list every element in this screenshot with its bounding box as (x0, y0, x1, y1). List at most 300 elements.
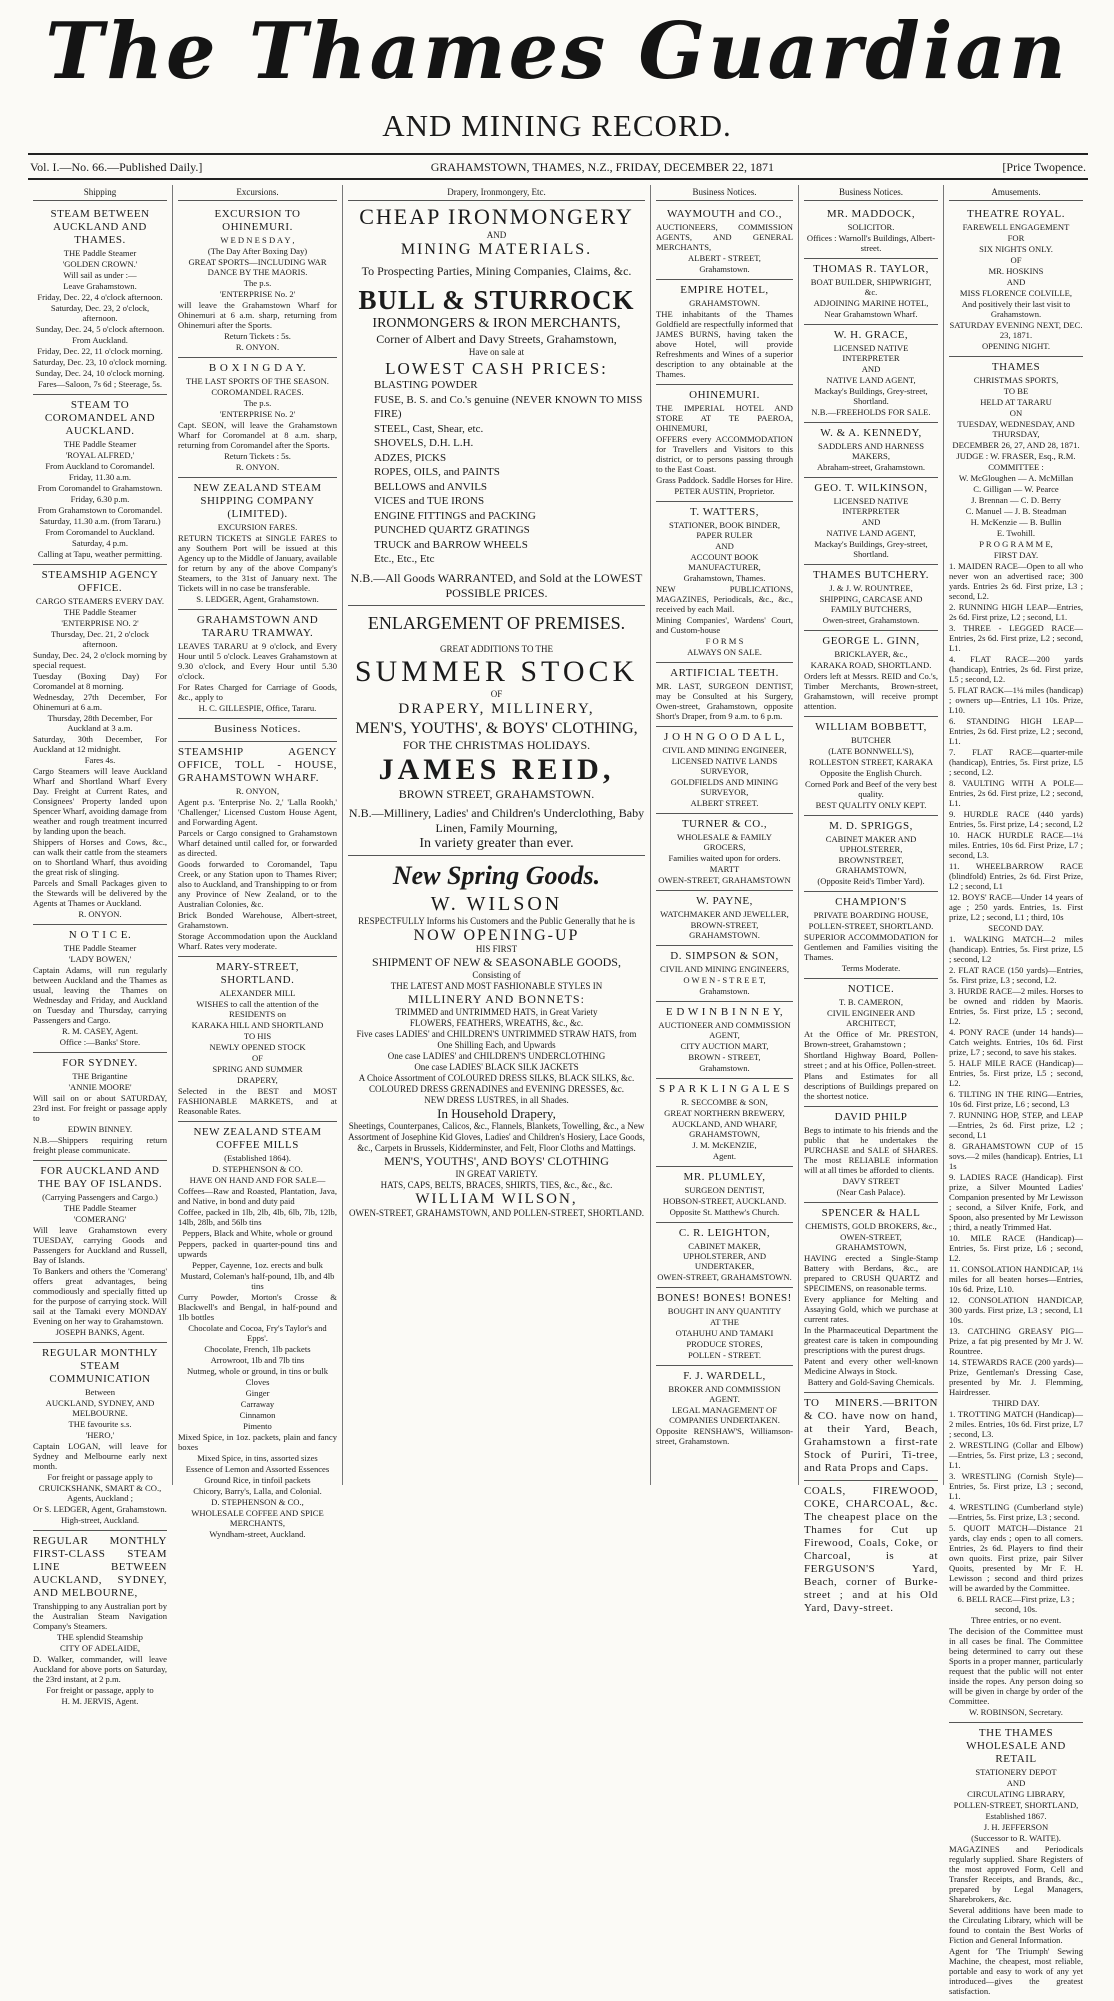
ad-line: Mackay's Buildings, Grey-street, Shortland. (814, 539, 928, 559)
ad-line: H. C. GILLESPIE, Office, Tararu. (198, 703, 317, 713)
ad-line: OPENING NIGHT. (981, 341, 1051, 351)
ad-line: RETURN TICKETS at SINGLE FARES to any Southern Port will be issued at this Agency up to the Middle of January, available for return by any of the above Company's Steamers, to the 31st of January next. The Tickets will in no case be transferable. (178, 533, 337, 593)
ad-line: Mixed Spice, in 1oz. packets, plain and fancy boxes (178, 1432, 337, 1452)
advertisement-block (656, 1167, 793, 1223)
advertisement-block (178, 358, 337, 478)
ad-line: CHRISTMAS SPORTS, (973, 375, 1059, 385)
have-text: Have on sale at (468, 347, 525, 357)
ad-line: Sunday, Dec. 24, 5 o'clock afternoon. (35, 324, 165, 334)
ad-line: Carraway (240, 1399, 275, 1409)
ad-line: KARAKA HILL AND SHORTLAND (191, 1020, 324, 1030)
advertisement-block (33, 925, 167, 1053)
ad-line: CHEMISTS, GOLD BROKERS, &c., (805, 1221, 937, 1231)
ad-line: Or S. LEDGER, Agent, Grahamstown. (33, 1504, 167, 1514)
ad-heading: THAMES (991, 361, 1041, 373)
sheetings-text: Sheetings, Counterpanes, Calicos, &c., Flannels, Blankets, Towelling, &c., a New Assortment of Josephine Kid Gloves, Ladies' and Children's Hosiery, Lace Goods, &c., Carpets in Brussels, Kidderminster, and Felt, Floor Cloths and Mattings. (348, 1120, 645, 1153)
ad-line: WHOLESALE & FAMILY GROCERS, (677, 832, 772, 852)
ad-line: From Auckland to Coromandel. (45, 461, 155, 471)
list-item: BLASTING POWDER (374, 379, 478, 391)
ad-line: THE IMPERIAL HOTEL AND STORE AT TE PAEROA, OHINEMURI, (656, 403, 793, 433)
william-wilson: WILLIAM WILSON, (415, 1190, 578, 1207)
advertisement-block (804, 717, 938, 816)
parties-text: To Prospecting Parties, Mining Companies, Claims, &c. (361, 264, 632, 278)
ad-line: PETER AUSTIN, Proprietor. (674, 486, 775, 496)
ad-line: CIVIL ENGINEER AND ARCHITECT, (827, 1008, 915, 1028)
ad-line: Essence of Lemon and Assorted Essences (185, 1464, 330, 1474)
section-heading: Business Notices. (656, 185, 793, 201)
ad-line: OWEN-STREET, GRAHAMSTOWN (658, 875, 791, 885)
ad-line: 'ENTERPRISE No. 2' (219, 289, 296, 299)
summer-heading: SUMMER STOCK (354, 654, 639, 688)
advertisement-block (804, 1481, 938, 1620)
ad-line: Grahamstown. (699, 264, 750, 274)
ad-line: Sunday, Dec. 24, 2 o'clock morning by special request. (33, 650, 167, 670)
ad-line: Storage Accommodation upon the Auckland Wharf. Rates very moderate. (178, 931, 337, 951)
respect-text: RESPECTFULLY Informs his Customers and the Public Generally that he is (358, 915, 635, 926)
list-item: A Choice Assortment of COLOURED DRESS SILKS, BLACK SILKS, &c. (358, 1072, 635, 1083)
ad-heading: C. R. LEIGHTON, (678, 1227, 771, 1239)
ad-line: ADJOINING MARINE HOTEL, (813, 298, 929, 308)
ad-heading: M. D. SPRIGGS, (829, 820, 913, 832)
ad-line: Coffee, packed in 1lb, 2lb, 4lb, 6lb, 7lb, 12lb, 14lb, 28lb, and 56lb tins (178, 1207, 337, 1227)
ad-line: FAREWELL ENGAGEMENT (962, 222, 1070, 232)
ad-line: Abraham-street, Grahamstown. (816, 462, 926, 472)
of-text: OF (490, 688, 503, 699)
ad-line: N.B.—FREEHOLDS FOR SALE. (811, 407, 931, 417)
ad-line: Agent for 'The Triumph' Sewing Machine, the cheapest, most reliable, portable and easy to work of any yet introduced—gives the greatest satisfaction. (949, 1946, 1083, 1996)
advertisement-block (949, 1723, 1083, 2001)
ad-line: 5. FLAT RACK—1¼ miles (handicap) ; owners up—Entries, L1 10s. Prize, L10. (949, 685, 1083, 715)
ad-line: R. ONYON. (78, 909, 122, 919)
ad-heading: ARTIFICIAL TEETH. (670, 667, 779, 679)
ad-heading: MR. MADDOCK, (826, 208, 916, 220)
advertisement-block (33, 1053, 167, 1161)
ad-line: BOUGHT IN ANY QUANTITY (667, 1306, 782, 1316)
ad-heading: REGULAR MONTHLY STEAM COMMUNICATION (41, 1347, 159, 1385)
ad-line: Cloves (245, 1377, 270, 1387)
ad-line: Mining Companies', Wardens' Court, and Custom-house (656, 615, 793, 635)
ad-line: J. M. McKENZIE, (692, 1140, 757, 1150)
list-item: One case LADIES' and CHILDREN'S UNDERCLOTHING (387, 1050, 606, 1061)
spring-heading: New Spring Goods. (392, 860, 601, 890)
ad-line: Opposite St. Matthew's Church. (669, 1207, 780, 1217)
ad-line: D. Walker, commander, will leave Auckland for above ports on Saturday, the 23rd instant, at 2 p.m. (33, 1654, 167, 1684)
ad-heading: CHAMPION'S (835, 896, 907, 908)
ad-line: Return Tickets : 5s. (224, 331, 291, 341)
ad-line: Selected in the BEST and MOST FASHIONABLE MARKETS, and at Reasonable Rates. (178, 1086, 337, 1116)
ad-line: (Near Cash Palace). (836, 1187, 906, 1197)
ad-line: Parcels and Small Packages given to the Stewards will be delivered by the Agents at Thames or Auckland. (33, 878, 167, 908)
ad-line: THE Paddle Steamer (63, 439, 137, 449)
ad-line: JOSEPH BANKS, Agent. (55, 1327, 145, 1337)
advertisement-block (804, 631, 938, 717)
ad-line: 1. MAIDEN RACE—Open to all who never won an advertised race; 300 yards. Entries 2s 6d. First prize, L3 ; second, L2. (949, 561, 1083, 601)
ad-line: COROMANDEL RACES. (211, 387, 304, 397)
ad-line: Sunday, Dec. 24, 10 o'clock morning. (35, 368, 165, 378)
ad-line: Will leave Grahamstown every TUESDAY, carrying Goods and Passengers for Auckland and Russell, Bay of Islands. (33, 1225, 167, 1265)
ad-heading: W. H. GRACE, (833, 329, 909, 341)
ad-line: CIRCULATING LIBRARY, (967, 1789, 1065, 1799)
col5-body (804, 204, 938, 1620)
ad-heading: FOR AUCKLAND AND THE BAY OF ISLANDS. (37, 1165, 163, 1190)
ad-line: D. STEPHENSON & CO. (212, 1164, 303, 1174)
his-text: HIS FIRST (475, 943, 518, 954)
ad-line: Grahamstown. (699, 986, 750, 996)
ad-line: SHIPPING, CARCASE AND FAMILY BUTCHERS, (819, 594, 923, 614)
ad-line: Tuesday (Boxing Day) For Coromandel at 8 morning. (33, 671, 167, 691)
ad-line: Three entries, or no event. (970, 1615, 1062, 1625)
ad-line: N.B.—Shippers requiring return freight please communicate. (33, 1135, 167, 1155)
ad-line: Families waited upon for orders. (668, 853, 781, 863)
column-amusements (944, 185, 1088, 1996)
ad-line: MR. LAST, SURGEON DENTIST, may be Consulted at his Surgery, Owen-street, Grahamstown, opposite Short's Draper, from 9 a.m. to 6 p.m. (656, 681, 793, 721)
advertisement-block (33, 395, 167, 565)
list-item: ADZES, PICKS (374, 451, 447, 464)
ad-line: HAVE ON HAND AND FOR SALE— (189, 1175, 326, 1185)
ad-line: 10. MILE RACE (Handicap)—Entries, 5s. First prize, L6 ; second, L2. (949, 1233, 1083, 1263)
ad-line: LICENSED NATIVE INTERPRETER (833, 496, 909, 516)
ad-line: Opposite RENSHAW'S, Williamson-street, Grahamstown. (656, 1426, 793, 1446)
corner-text: Corner of Albert and Davy Streets, Grahamstown, (376, 332, 617, 346)
ad-line: PRODUCE STORES, (686, 1339, 763, 1349)
ad-line: Parcels or Cargo consigned to Grahamstown Wharf detained until called for, or forwarded as directed. (178, 828, 337, 858)
ad-heading: D. SIMPSON & SON, (670, 950, 779, 962)
ad-line: Shortland Highway Board, Pollen-street ; and at his Office, Pollen-street. (804, 1050, 938, 1070)
ad-line: Cargo Steamers will leave Auckland Wharf and Shortland Wharf Every Day. Freight at Current Rates, and Consignees' Property landed upon Spencer Wharf, avoiding damage from weather and rough treatment incurred by landing upon the beach. (33, 766, 167, 836)
advertisement-block (804, 423, 938, 478)
ad-line: THE LAST SPORTS OF THE SEASON. (186, 376, 329, 386)
ad-line: 'LADY BOWEN,' (68, 954, 132, 964)
column-business-2 (799, 185, 944, 1614)
ad-line: CABINET MAKER AND UPHOLSTERER, (825, 834, 917, 854)
ad-heading: W. PAYNE, (696, 895, 753, 907)
ad-line: H. M. JERVIS, Agent. (61, 1696, 139, 1706)
ad-line: 2. FLAT RACE (150 yards)—Entries, 5s. First prize, L3 ; second, L2. (949, 965, 1083, 985)
ad-line: CRUICKSHANK, SMART & CO., Agents, Auckland ; (38, 1483, 162, 1503)
ad-line: GREAT SPORTS—INCLUDING WAR DANCE BY THE MAORIS. (188, 257, 327, 277)
ad-line: CIVIL AND MINING ENGINEERS, (659, 964, 790, 974)
ad-line: From Coromandel to Grahamstown. (37, 483, 163, 493)
ad-line: SURGEON DENTIST, (684, 1185, 765, 1195)
ad-line: THE Paddle Steamer (63, 248, 137, 258)
ad-line: BOAT BUILDER, SHIPWRIGHT, &c. (810, 277, 932, 297)
section-heading: Amusements. (949, 185, 1083, 201)
ad-line: THE splendid Steamship (57, 1632, 143, 1642)
ad-line: Cinnamon (239, 1410, 276, 1420)
ad-line: ALWAYS ON SALE. (687, 647, 762, 657)
ad-line: CARGO STEAMERS EVERY DAY. (35, 596, 165, 606)
shipment-text: SHIPMENT OF NEW & SEASONABLE GOODS, (372, 954, 621, 969)
ad-line: Capt. SEON, will leave the Grahamstown Wharf for Coromandel at 8 a.m. sharp, returning from Coromandel after the Sports. (178, 420, 337, 450)
ad-line: Saturday, 11.30 a.m. (from Tararu.) (39, 516, 161, 526)
ad-line: SUPERIOR ACCOMMODATION for Gentlemen and Families visiting the Thames. (804, 932, 938, 962)
ad-line: TUESDAY, WEDNESDAY, AND THURSDAY, (957, 419, 1075, 439)
section-heading: Drapery, Ironmongery, Etc. (348, 185, 645, 201)
ad-line: The decision of the Committee must in all cases be final. The Committee being determined to carry out these Sports in a proper manner, particularly request that the public will not enter inside the ropes. Any person doing so will be given in charge by order of the Committee. (949, 1626, 1083, 1706)
ad-line: Chocolate, French, 1lb packets (204, 1344, 311, 1354)
ad-line: Saturday, 30th December, For Auckland at 12 midnight. (33, 734, 167, 754)
ad-heading: W. & A. KENNEDY, (820, 427, 922, 439)
ad-line: 'ANNIE MOORE' (68, 1082, 132, 1092)
ad-line: THIRD DAY. (992, 1398, 1040, 1408)
top-rule (28, 153, 1088, 155)
ad-line: 3. WRESTLING (Cornish Style)—Entries, 5s. First prize, L3 ; second, L1. (949, 1471, 1083, 1501)
ad-line: will leave the Grahamstown Wharf for Ohinemuri at 6 a.m. sharp, returning from Ohinemuri after the Sports. (178, 300, 337, 330)
ad-line: AND (861, 517, 881, 527)
ad-line: R. ONYON. (235, 462, 280, 472)
ad-line: CITY OF ADELAIDE, (59, 1643, 141, 1653)
ad-line: (LATE BONNWELL'S), (828, 746, 914, 756)
dateline (30, 160, 1086, 175)
ad-line: R. M. CASEY, Agent. (61, 1026, 138, 1036)
ad-line: At the Office of Mr. PRESTON, Brown-street, Grahamstown ; (804, 1029, 938, 1049)
great-text: GREAT ADDITIONS TO THE (439, 643, 554, 654)
ad-heading: SPENCER & HALL (821, 1207, 921, 1219)
ad-heading: FOR SYDNEY. (62, 1057, 138, 1069)
ad-line: 'HERO,' (85, 1430, 115, 1440)
ad-heading: MR. PLUMLEY, (683, 1171, 766, 1183)
advertisement-block (33, 1531, 167, 1711)
ad-line: KARAKA ROAD, SHORTLAND. (810, 660, 932, 670)
drapery-heading: DRAPERY, MILLINERY, (398, 700, 595, 717)
ad-heading: J O H N G O O D A L L, (664, 731, 785, 743)
ad-line: (Successor to R. WAITE). (971, 1833, 1061, 1843)
ad-line: Between (84, 1387, 116, 1397)
wilson-heading: W. WILSON (430, 892, 563, 915)
section-heading: Shipping (33, 185, 167, 201)
ad-line: Agent. (712, 1151, 737, 1161)
ad-line: 7. FLAT RACE—quarter-mile (handicap), Entries, 5s. First prize, L5 ; second, L2. (949, 747, 1083, 777)
advertisement-block (33, 1343, 167, 1531)
ad-line: Owen-street, Grahamstown. (822, 615, 920, 625)
ad-line: H. McKenzie — B. Bullin (970, 517, 1062, 527)
ad-heading: GRAHAMSTOWN AND TARARU TRAMWAY. (196, 614, 319, 639)
ad-line: C. Manuel — J. B. Steadman (965, 506, 1067, 516)
ad-line: THE Paddle Steamer (63, 943, 137, 953)
list-item: COLOURED DRESS GRENADINES and EVENING DRESSES, &c. (368, 1083, 624, 1094)
ad-line: O W E N - S T R E E T, (683, 975, 766, 985)
ad-heading: EXCURSION TO OHINEMURI. (214, 208, 301, 233)
ad-line: BUTCHER (850, 735, 892, 745)
ad-line: Will sail as under :— (63, 270, 137, 280)
ad-line: From Grahamstown to Coromandel. (37, 505, 163, 515)
advertisement-block (656, 891, 793, 946)
ad-heading: B O X I N G D A Y. (208, 362, 307, 374)
ad-line: BROWN-STREET, GRAHAMSTOWN. (689, 920, 760, 940)
ad-line: Terms Moderate. (841, 963, 901, 973)
ad-line: AND (1006, 277, 1026, 287)
ad-heading: WILLIAM BOBBETT, (815, 721, 927, 733)
ad-line: S. LEDGER, Agent, Grahamstown. (196, 594, 319, 604)
masthead-subtitle: AND MINING RECORD. (382, 108, 732, 143)
ad-line: C. Gilligan — W. Pearce (973, 484, 1059, 494)
ad-line: Brick Bonded Warehouse, Albert-street, Grahamstown. (178, 910, 337, 930)
ad-line: 8. GRAHAMSTOWN CUP of 15 sovs.—2 miles (handicap). Entries, L1 1s (949, 1141, 1083, 1171)
items-list (348, 378, 645, 567)
advertisement-block (656, 1288, 793, 1366)
ad-line: THE favourite s.s. (68, 1419, 132, 1429)
ad-line: Plans and Estimates for all descriptions of Buildings prepared on the shortest notice. (804, 1071, 938, 1101)
ad-line: J. & J. W. ROUNTREE, (829, 583, 913, 593)
list-item: SHOVELS, D.H. L.H. (374, 437, 474, 449)
col1-body (33, 204, 167, 1711)
ad-line: 13. CATCHING GREASY PIG—Prize, a fat pig presented by Mr J. W. Rountree. (949, 1326, 1083, 1356)
ad-heading: TURNER & CO., (681, 818, 768, 830)
ad-line: AND (715, 541, 734, 551)
ad-line: Near Grahamstown Wharf. (824, 309, 918, 319)
ad-line: NATIVE LAND AGENT, (826, 375, 916, 385)
advertisement-block (804, 325, 938, 423)
ad-line: Thursday, 28th December, For Auckland at 3 a.m. (47, 713, 153, 733)
ad-line: CITY AUCTION MART, (680, 1041, 769, 1051)
mining-heading: MINING MATERIALS. (400, 241, 593, 258)
ad-line: HELD AT TARARU (980, 397, 1052, 407)
ad-line: R. ONYON. (235, 342, 280, 352)
ad-line: In the Pharmaceutical Department the greatest care is taken in compounding prescriptions with the purest drugs. (804, 1325, 938, 1355)
ad-line: Friday, 11.30 a.m. (68, 472, 132, 482)
list-item: ROPES, OILS, and PAINTS (374, 466, 500, 478)
ad-line: LICENSED NATIVE LANDS SURVEYOR, (671, 756, 778, 776)
advertisement-block (804, 816, 938, 892)
ad-line: Chicory, Barry's, Lalla, and Colonial. (193, 1486, 322, 1496)
ad-heading: COALS, FIREWOOD, COKE, CHARCOAL, &c. The cheapest place on the Thames for Cut up Firewood, Coals, Coke, or Charcoal, is at FERGUSON'S Yard, Beach, corner of Burke-street ; and at his Old Yard, Davy-street. (804, 1485, 938, 1614)
ad-heading: OHINEMURI. (689, 389, 760, 401)
ad-line: OFFERS every ACCOMMODATION for Travellers and Visitors to this district, or to persons passing through to the East Coast. (656, 434, 793, 474)
ad-heading: NOTICE. (847, 983, 895, 995)
ad-line: 8. VAULTING WITH A POLE—Entries, 2s 6d. First prize, L2 ; second, L1. (949, 778, 1083, 808)
ad-line: Friday, Dec. 22, 4 o'clock afternoon. (37, 292, 163, 302)
ad-line: Peppers, packed in quarter-pound tins and upwards (178, 1239, 337, 1259)
ad-heading: BONES! BONES! BONES! (657, 1292, 792, 1304)
ad-line: GRAHAMSTOWN. (689, 298, 760, 308)
ad-line: Patent and every other well-known Medicine Always in Stock. (804, 1356, 938, 1376)
ad-heading: T. WATTERS, (690, 506, 759, 518)
ad-line: Will sail on or about SATURDAY, 23rd inst. For freight or passage apply to (33, 1093, 167, 1123)
ad-line: (Carrying Passengers and Cargo.) (42, 1192, 158, 1202)
ad-line: Wednesday, 27th December, For Ohinemuri at 6 a.m. (33, 692, 167, 712)
ad-line: Offices : Warnoll's Buildings, Albert-street. (806, 233, 936, 253)
ad-heading: S P A R K L I N G A L E S (658, 1083, 791, 1095)
ad-line: Friday, Dec. 22, 11 o'clock morning. (37, 346, 163, 356)
ad-line: 1. WALKING MATCH—2 miles (handicap). Entries, 5s. First prize, L5 ; second, L2 (949, 934, 1083, 964)
ad-line: Wyndham-street, Auckland. (209, 1529, 306, 1539)
ad-line: PRIVATE BOARDING HOUSE, (813, 910, 929, 920)
ad-line: AUCTIONEER AND COMMISSION AGENT, (658, 1020, 791, 1040)
ad-line: TO BE (1003, 386, 1029, 396)
ad-heading: NEW ZEALAND STEAM SHIPPING COMPANY (LIMITED). (193, 482, 322, 520)
ad-line: Arrowroot, 1lb and 7lb tins (210, 1355, 305, 1365)
ad-line: OWEN-STREET, GRAHAMSTOWN, (835, 1232, 907, 1252)
ad-line: Fares 4s. (84, 755, 116, 765)
ad-line: 'ENTERPRISE NO. 2' (61, 618, 139, 628)
ad-line: Agent p.s. 'Enterprise No. 2,' 'Lalla Rookh,' 'Challenger,' Licensed Custom House Agent, and Forwarding Agent. (178, 797, 337, 827)
ad-heading: THEATRE ROYAL. (966, 208, 1066, 220)
advertisement-block (178, 478, 337, 610)
list-item: TRUCK and BARROW WHEELS (374, 538, 528, 551)
ad-line: FOR (1007, 233, 1025, 243)
advertisement-block (804, 565, 938, 631)
ad-line: GREAT NORTHERN BREWERY, (664, 1108, 785, 1118)
advertisement-block (804, 892, 938, 979)
ad-line: COMMITTEE : (988, 462, 1044, 472)
ad-line: SOLICITOR. (847, 222, 895, 232)
dateline-rule (28, 178, 1088, 180)
advertisement-block (804, 1203, 938, 1393)
household-heading: In Household Drapery, (437, 1105, 556, 1121)
ad-line: 6. TILTING IN THE RING—Entries, 10s 6d. First prize, L6 ; second, L3 (949, 1089, 1083, 1109)
list-item: NEW DRESS LUSTRES, in all Shades. (424, 1094, 569, 1105)
ad-line: 9. LADIES RACE (Handicap). First prize, a Silver Mounted Ladies' Companion presented by Mr Lewisson ; second, a Silver Knife, Fork, and Spoon, also presented by Mr Lewisson ; third, a neatly Trimmed Hat. (949, 1172, 1083, 1232)
ad-line: Fares—Saloon, 7s 6d ; Steerage, 5s. (37, 379, 163, 389)
ad-line: Chocolate and Cocoa, Fry's Taylor's and Epps'. (188, 1323, 327, 1343)
ad-line: POLLEN-STREET, SHORTLAND, (953, 1800, 1079, 1810)
ad-line: SPRING AND SUMMER (212, 1064, 303, 1074)
ad-line: 12. BOYS' RACE—Under 14 years of age ; 250 yards. Entries, 1s. First prize, L2 ; second, L1 ; third, 10s (949, 892, 1083, 922)
ad-line: POLLEN-STREET, SHORTLAND. (808, 921, 934, 931)
ad-line: OF (252, 1053, 263, 1063)
ad-heading: GEORGE L. GINN, (822, 635, 920, 647)
ad-line: NATIVE LAND AGENT, (826, 528, 916, 538)
ad-line: Friday, 6.30 p.m. (70, 494, 130, 504)
column-excursions (173, 185, 343, 1539)
ad-line: For freight or passage, apply to (46, 1685, 154, 1695)
ad-line: AND (861, 364, 881, 374)
lowest-prices: LOWEST CASH PRICES: (385, 359, 608, 378)
list-item: BELLOWS and ANVILS (374, 480, 488, 493)
ad-line: SATURDAY EVENING NEXT, DEC. 23, 1871. (949, 320, 1083, 340)
ad-line: Opposite the English Church. (820, 768, 922, 778)
ad-line: 10. HACK HURDLE RACE—1¼ miles. Entries, 10s 6d. First Prize, L7 ; second, L3. (949, 830, 1083, 860)
nb2-text: N.B.—Millinery, Ladies' and Children's Underclothing, Baby Linen, Family Mourning, (348, 805, 645, 835)
advertisement-block (178, 610, 337, 719)
price: [Price Twopence. (1002, 160, 1086, 174)
ad-line: (The Day After Boxing Day) (207, 246, 308, 256)
ad-line: Ground Rice, in tinfoil packets (204, 1475, 311, 1485)
ad-heading: NEW ZEALAND STEAM COFFEE MILLS (193, 1126, 322, 1151)
ad-heading: STEAM TO COROMANDEL AND AUCKLAND. (44, 399, 156, 437)
xmas-text: FOR THE CHRISTMAS HOLIDAYS. (402, 737, 591, 752)
ad-line: NEW PUBLICATIONS, MAGAZINES, Periodicals, &c., &c., received by each Mail. (656, 584, 793, 614)
ad-line: SADDLERS AND HARNESS MAKERS, (817, 441, 924, 461)
advertisement-block (804, 259, 938, 325)
ad-line: CABINET MAKER, UPHOLSTERER, AND UNDERTAKER, (682, 1241, 767, 1271)
ad-heading: DAVID PHILP (834, 1111, 908, 1123)
advertisement-block (178, 719, 337, 742)
ad-line: 11. WHEELBARROW RACE (blindfold) Entries, 2s 6d. First Prize, L2 ; second, L1 (949, 861, 1083, 891)
ad-line: Shippers of Horses and Cows, &c., can walk their cattle from the steamers on to Shortland Wharf, thus avoiding the great risk of slinging. (33, 837, 167, 877)
ad-line: DRAPERY, (237, 1075, 278, 1085)
ad-line: E. Twohill. (996, 528, 1036, 538)
advertisement-block (656, 385, 793, 502)
ad-line: SECOND DAY. (988, 923, 1044, 933)
advertisement-block (33, 1161, 167, 1343)
advertisement-block (656, 1002, 793, 1079)
mens-heading: MEN'S, YOUTHS', & BOYS' CLOTHING, (355, 719, 638, 737)
ad-line: 'COMERANG' (73, 1214, 127, 1224)
and-text: AND (486, 230, 507, 240)
ad-line: 5. QUOIT MATCH—Distance 21 yards, clay ends ; open to all comers. Entries, 2s 6d. Players to find their own quoits. First prize, pair Silver Quoits, presented by Mr F. H. Lewisson ; second and third prizes will be awarded by the Committee. (949, 1523, 1083, 1593)
ad-heading: THOMAS R. TAYLOR, (813, 263, 929, 275)
advertisement-block (656, 727, 793, 814)
ad-heading: WAYMOUTH and CO., (666, 208, 783, 220)
ad-line: DAVY STREET (842, 1176, 900, 1186)
ad-heading: E D W I N B I N N E Y, (665, 1006, 784, 1018)
volume-number: Vol. I.—No. 66.—Published Daily.] (30, 160, 203, 174)
ad-heading: STEAMSHIP AGENCY OFFICE. (41, 569, 159, 594)
ad-line: W E D N E S D A Y , (220, 235, 295, 245)
ad-line: Return Tickets : 5s. (224, 451, 291, 461)
advertisement-block (656, 280, 793, 385)
